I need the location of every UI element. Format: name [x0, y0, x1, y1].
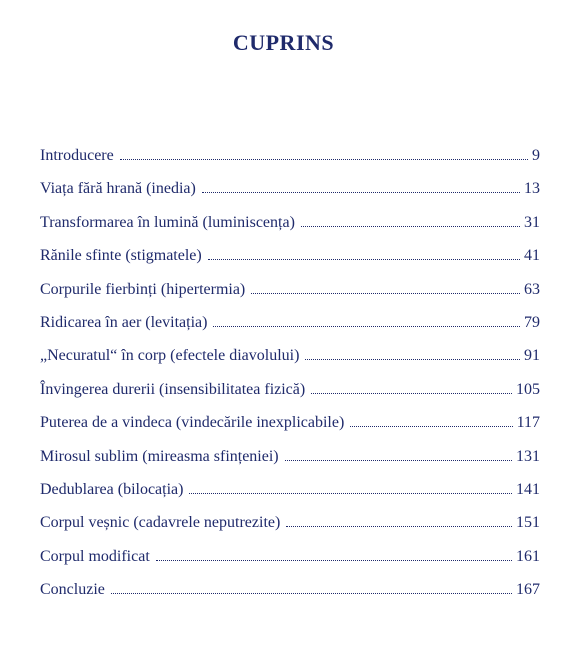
- toc-entry-title: Concluzie: [40, 581, 105, 599]
- toc-entry-page: 167: [516, 581, 540, 599]
- toc-entry[interactable]: [40, 313, 540, 346]
- toc-entry-page: 151: [516, 514, 540, 532]
- toc-entry-page: 31: [524, 213, 540, 231]
- toc-entry-title: Puterea de a vindeca (vindecările inexplicabile): [40, 414, 345, 432]
- toc-entry-page: 91: [524, 347, 540, 365]
- page-title: CUPRINS: [232, 30, 335, 55]
- toc-entry-page: 131: [516, 447, 540, 465]
- dot-leader: [285, 459, 512, 461]
- dot-leader: [286, 525, 512, 527]
- dot-leader: [350, 425, 512, 427]
- toc-entry-title: Corpul veșnic (cadavrele neputrezite): [40, 514, 281, 532]
- toc-entry[interactable]: [40, 447, 540, 480]
- dot-leader: [111, 592, 512, 594]
- toc-entry-page: 41: [524, 247, 540, 265]
- toc-entry[interactable]: [40, 413, 540, 446]
- toc-entry-title: Mirosul sublim (mireasma sfințeniei): [40, 447, 279, 465]
- toc-entry[interactable]: [40, 380, 540, 413]
- dot-leader: [305, 358, 520, 360]
- dot-leader: [311, 392, 512, 394]
- toc-entry-page: 105: [516, 380, 540, 398]
- toc-entry-page: 13: [524, 180, 540, 198]
- toc-entry[interactable]: [40, 146, 540, 179]
- dot-leader: [213, 325, 520, 327]
- toc-entry-title: Corpurile fierbinți (hipertermia): [40, 280, 246, 298]
- toc-entry[interactable]: [40, 179, 540, 212]
- toc-entry[interactable]: [40, 213, 540, 246]
- toc-entry-title: Dedublarea (bilocația): [40, 480, 184, 498]
- toc-entry[interactable]: [40, 513, 540, 546]
- toc-entry-title: Rănile sfinte (stigmatele): [40, 247, 202, 265]
- toc-entry[interactable]: [40, 346, 540, 379]
- toc-entry-page: 79: [524, 313, 540, 331]
- toc-entry-title: „Necuratul“ în corp (efectele diavolului): [40, 347, 300, 365]
- table-of-contents: [40, 146, 540, 613]
- toc-entry[interactable]: [40, 246, 540, 279]
- toc-entry[interactable]: [40, 580, 540, 613]
- toc-entry-title: Introducere: [40, 147, 114, 164]
- dot-leader: [208, 258, 520, 260]
- toc-entry-title: Viața fără hrană (inedia): [40, 180, 196, 198]
- toc-entry-title: Transformarea în lumină (luminiscența): [40, 213, 295, 231]
- dot-leader: [251, 292, 520, 294]
- toc-entry-page: 161: [516, 547, 540, 565]
- toc-entry[interactable]: [40, 280, 540, 313]
- toc-entry-title: Corpul modificat: [40, 547, 150, 565]
- toc-entry-page: 141: [516, 480, 540, 498]
- dot-leader: [120, 158, 528, 160]
- toc-entry-title: Ridicarea în aer (levitația): [40, 313, 208, 331]
- toc-entry[interactable]: [40, 547, 540, 580]
- toc-entry-page: 9: [532, 147, 540, 164]
- toc-entry[interactable]: [40, 480, 540, 513]
- dot-leader: [189, 492, 512, 494]
- dot-leader: [156, 559, 512, 561]
- toc-entry-page: 117: [516, 414, 540, 432]
- toc-entry-title: Învingerea durerii (insensibilitatea fizică): [40, 380, 306, 398]
- dot-leader: [202, 191, 520, 193]
- dot-leader: [301, 225, 520, 227]
- toc-entry-page: 63: [524, 280, 540, 298]
